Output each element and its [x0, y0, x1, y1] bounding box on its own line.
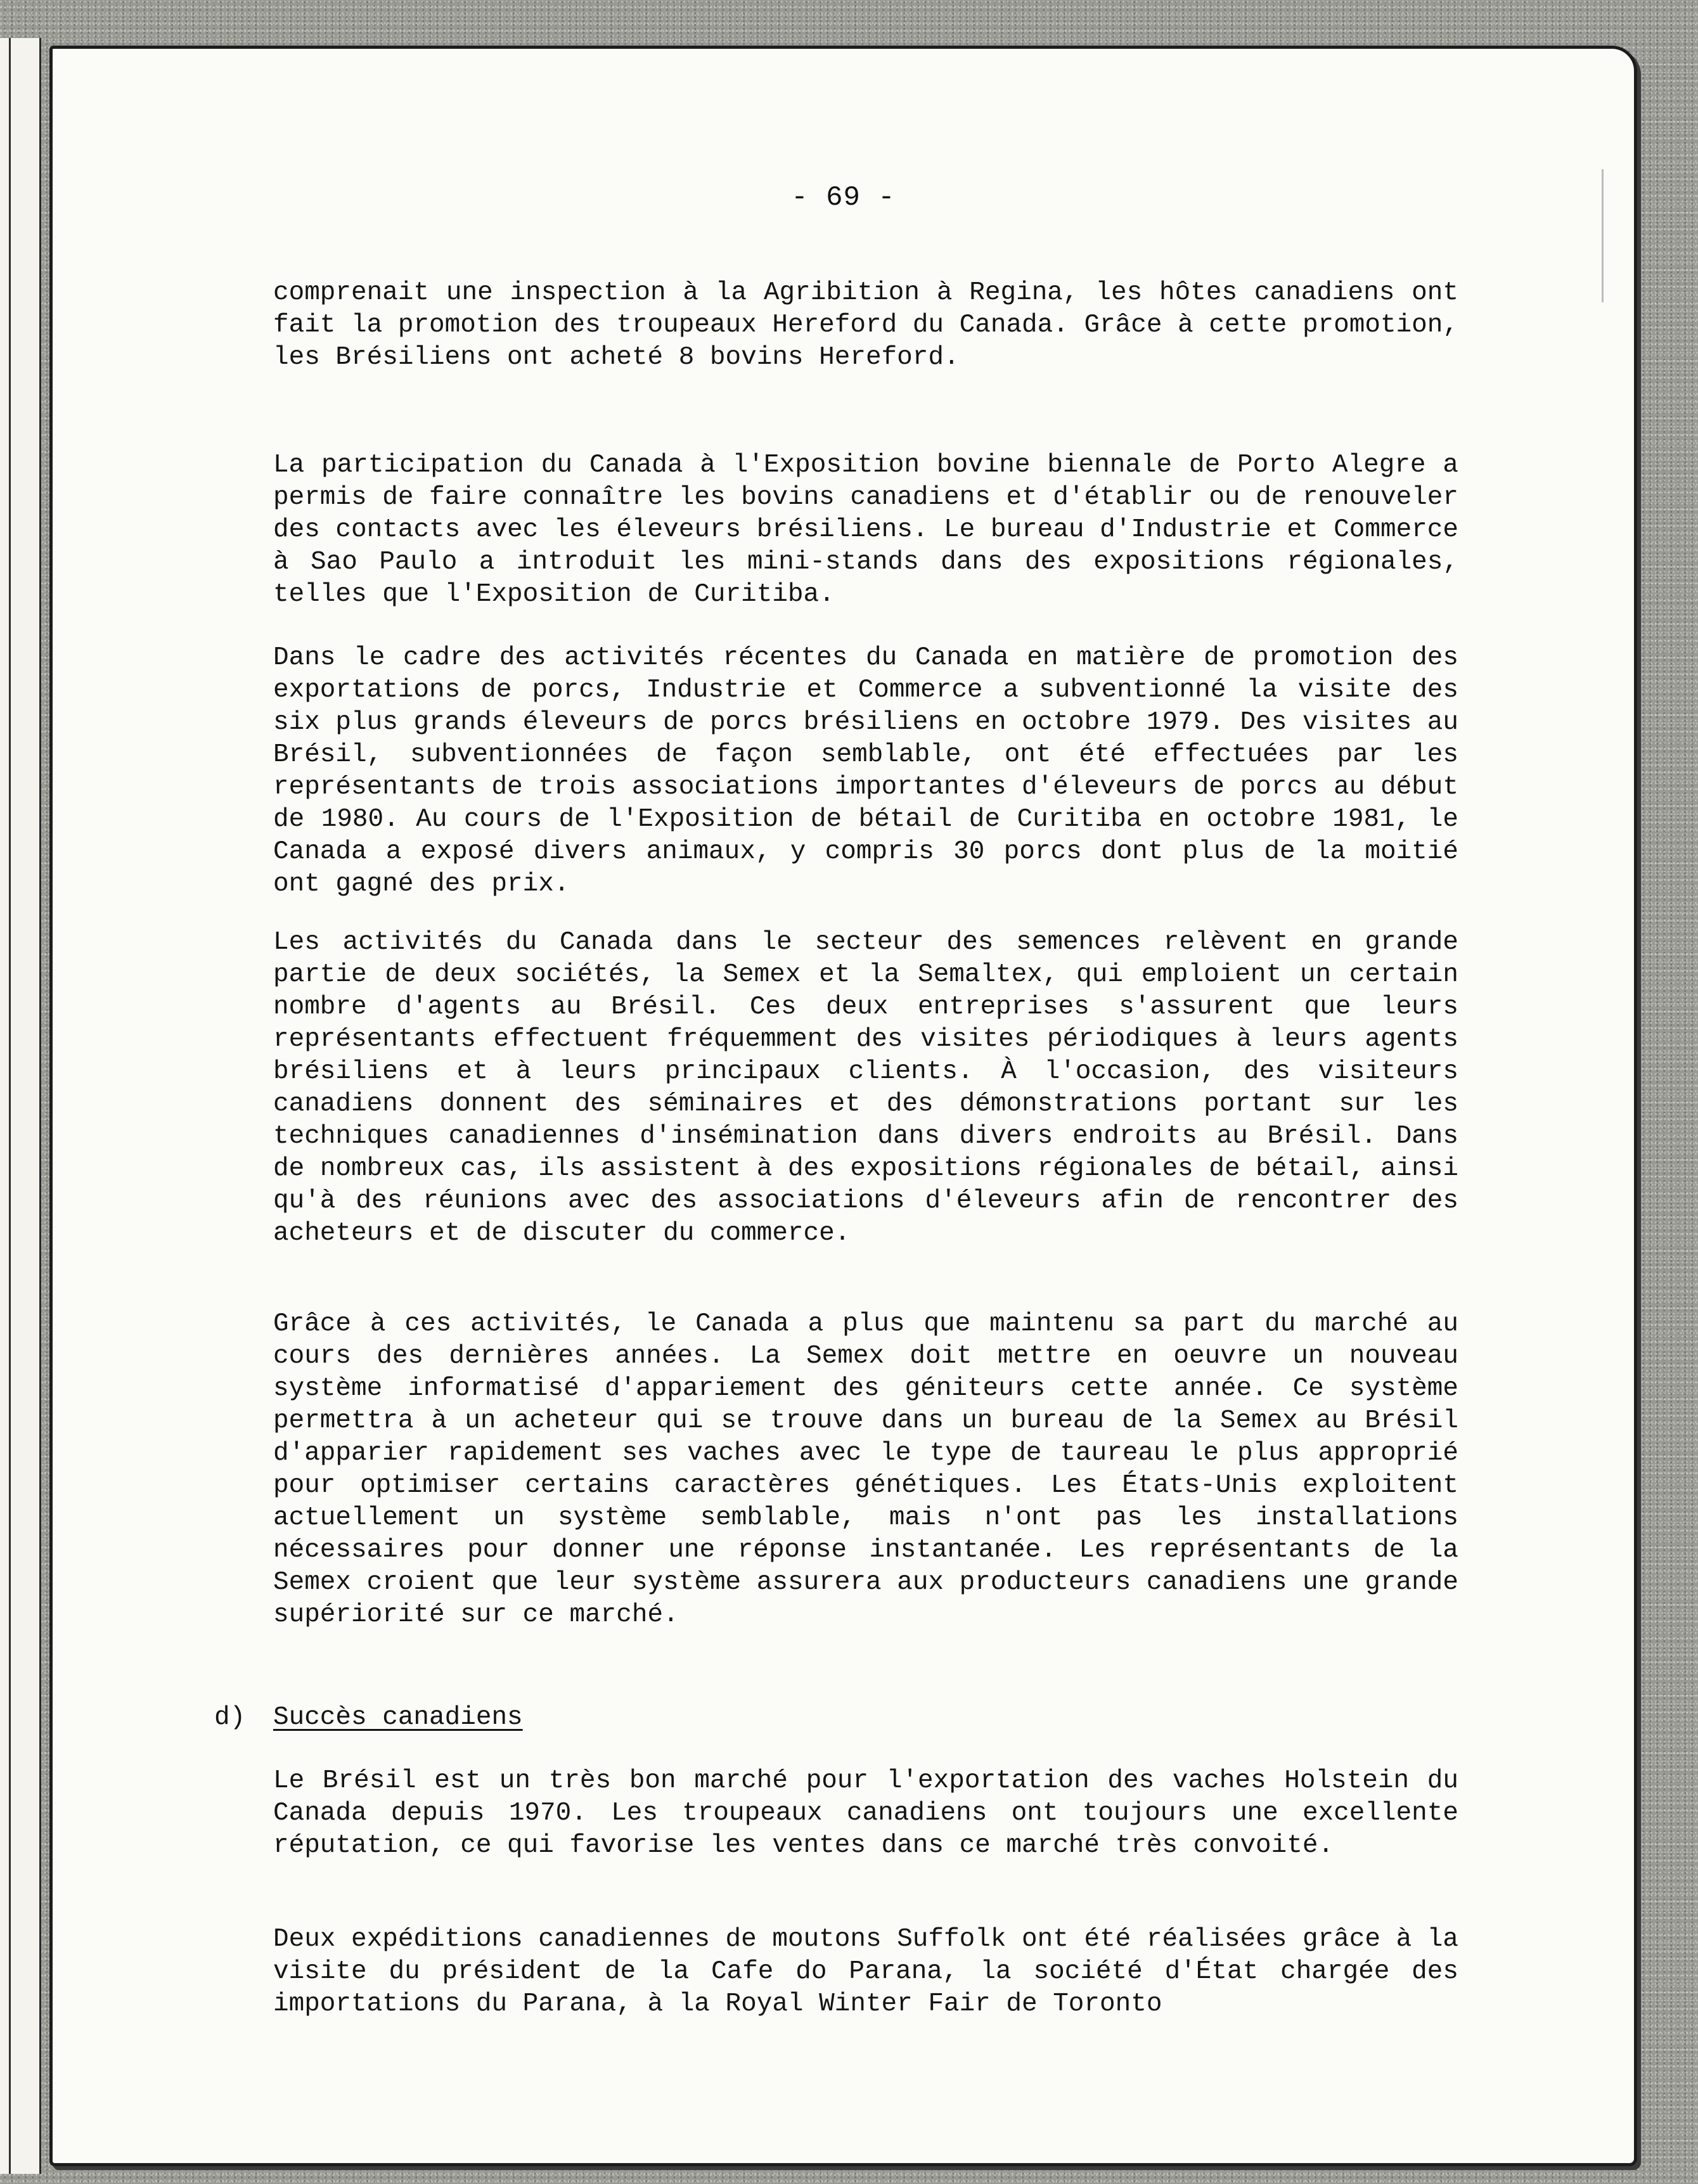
paragraph: Les activités du Canada dans le secteur des semences relèvent en grande partie de deux sociétés, la Semex et la Semaltex, qui emploient un certain nombre d'agents au Brésil. Ces deux entreprises s'assurent que leurs représentants effectuent fréquemment des visites périodiques à leurs agents brésiliens et à leurs principaux clients. À l'occasion, des visiteurs canadiens donnent des séminaires et des démonstrations portant sur les techniques canadiennes d'insémination dans divers endroits au Brésil. Dans de nombreux cas, ils assistent à des expositions régionales de bétail, ainsi qu'à des réunions avec des associations d'éleveurs afin de rencontrer des acheteurs et de discuter du commerce.	[273, 928, 1458, 1248]
paragraph: comprenait une inspection à la Agribition à Regina, les hôtes canadiens ont fait la promotion des troupeaux Hereford du Canada. Grâce à cette promotion, les Brésiliens ont acheté 8 bovins Hereford.	[273, 278, 1458, 372]
section-marker: d)	[214, 1703, 246, 1732]
paragraph: Grâce à ces activités, le Canada a plus que maintenu sa part du marché au cours des dernières années. La Semex doit mettre en oeuvre un nouveau système informatisé d'appariement des géniteurs cette année. Ce système permettra à un acheteur qui se trouve dans un bureau de la Semex au Brésil d'apparier rapidement ses vaches avec le type de taureau le plus approprié pour optimiser certains caractères génétiques. Les États-Unis exploitent actuellement un système semblable, mais n'ont pas les installations nécessaires pour donner une réponse instantanée. Les représentants de la Semex croient que leur système assurera aux producteurs canadiens une grande supériorité sur ce marché.	[273, 1309, 1458, 1629]
section-heading: Succès canadiens	[273, 1703, 523, 1732]
document-page	[49, 46, 1637, 2166]
scan-binding-edge	[0, 38, 41, 2174]
paragraph: Le Brésil est un très bon marché pour l'exportation des vaches Holstein du Canada depuis 1970. Les troupeaux canadiens ont toujours une excellente réputation, ce qui favorise les ventes dans ce marché très convoité.	[273, 1766, 1458, 1860]
paragraph: La participation du Canada à l'Exposition bovine biennale de Porto Alegre a permis de faire connaître les bovins canadiens et d'établir ou de renouveler des contacts avec les éleveurs brésiliens. Le bureau d'Industrie et Commerce à Sao Paulo a introduit les mini-stands dans des expositions régionales, telles que l'Exposition de Curitiba.	[273, 451, 1458, 609]
page-number: - 69 -	[791, 182, 896, 214]
paragraph: Deux expéditions canadiennes de moutons Suffolk ont été réalisées grâce à la visite du président de la Cafe do Parana, la société d'État chargée des importations du Parana, à la Royal Winter Fair de Toronto	[273, 1925, 1458, 2019]
paragraph: Dans le cadre des activités récentes du Canada en matière de promotion des exportations de porcs, Industrie et Commerce a subventionné la visite des six plus grands éleveurs de porcs brésiliens en octobre 1979. Des visites au Brésil, subventionnées de façon semblable, ont été effectuées par les représentants de trois associations importantes d'éleveurs de porcs au début de 1980. Au cours de l'Exposition de bétail de Curitiba en octobre 1981, le Canada a exposé divers animaux, y compris 30 porcs dont plus de la moitié ont gagné des prix.	[273, 643, 1458, 899]
